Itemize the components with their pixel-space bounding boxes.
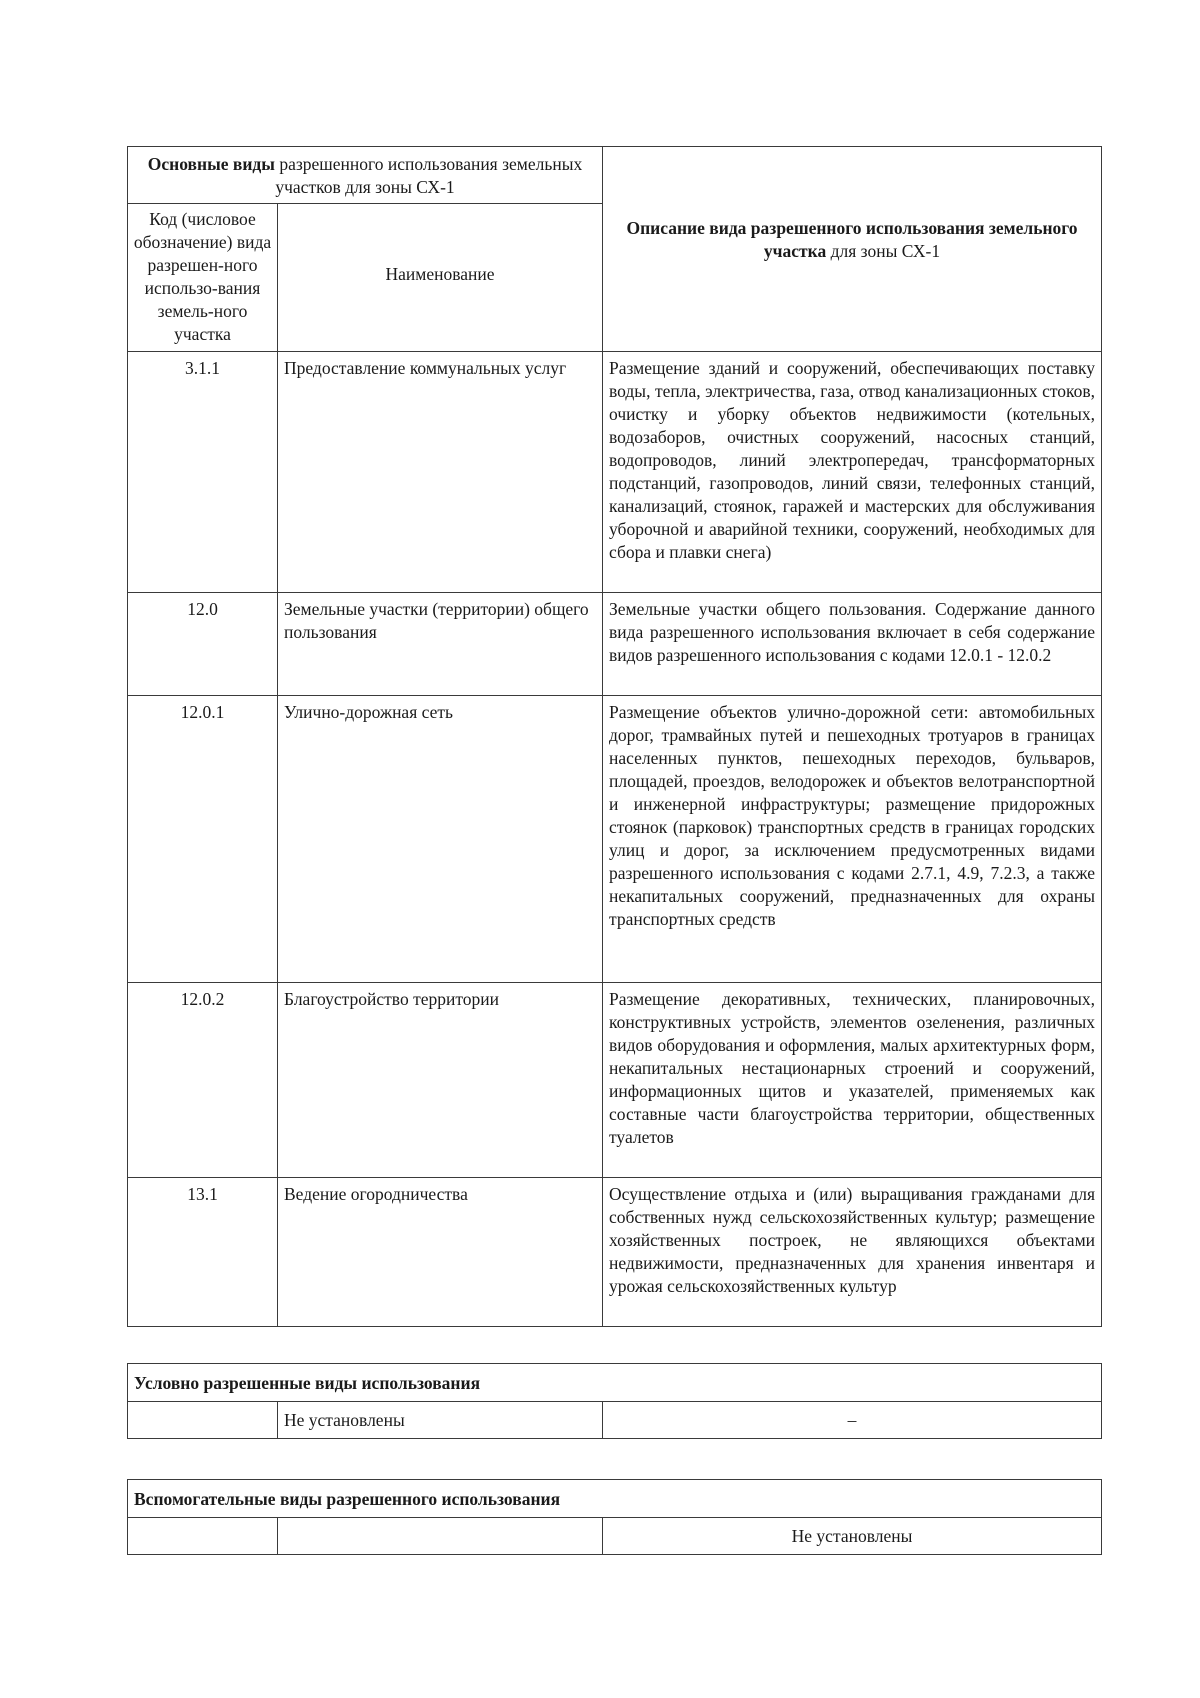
table-row [128,983,1102,1178]
table-row [128,352,1102,593]
table-row [128,1178,1102,1327]
auxiliary-description: Не установлены [603,1518,1102,1555]
row-name: Земельные участки (территории) общего пользования [278,593,603,696]
header-group-title [128,147,603,204]
table-row [128,696,1102,983]
table-row [128,593,1102,696]
row-description: Земельные участки общего пользования. Содержание данного вида разрешенного использования включает в себя содержание видов разрешенного использования с кодами 12.0.1 - 12.0.2 [603,593,1102,696]
conditional-code [128,1402,278,1439]
header-group-bold: Основные виды [147,154,275,174]
header-name-text: Наименование [385,264,495,284]
row-description: Размещение объектов улично-дорожной сети: автомобильных дорог, трамвайных путей и пешеходных тротуаров в границах населенных пунктов, пешеходных переходов, бульваров, площадей, проездов, велодорожек и объектов велотранспортной и инженерной инфраструктуры; размещение придорожных стоянок (парковок) транспортных средств в границах городских улиц и дорог, за исключением предусмотренных видами разрешенного использования с кодами 2.7.1, 4.9, 7.2.3, а также некапитальных сооружений, предназначенных для охраны транспортных средств [603,696,1102,983]
row-code: 12.0.1 [128,696,278,983]
header-row-1 [128,147,1102,204]
header-desc-rest: для зоны СХ-1 [830,241,941,261]
row-code: 3.1.1 [128,352,278,593]
conditional-title: Условно разрешенные виды использования [128,1364,1102,1402]
row-code: 12.0.2 [128,983,278,1178]
conditional-content-row [128,1402,1102,1439]
row-code: 12.0 [128,593,278,696]
conditional-name: Не установлены [278,1402,603,1439]
conditional-description: – [603,1402,1102,1439]
row-name: Благоустройство территории [278,983,603,1178]
auxiliary-title: Вспомогательные виды разрешенного использования [128,1480,1102,1518]
row-name: Ведение огородничества [278,1178,603,1327]
row-description: Размещение зданий и сооружений, обеспечивающих поставку воды, тепла, электричества, газа, отвод канализационных стоков, очистку и уборку объектов недвижимости (котельных, водозаборов, очистных сооружений, насосных станций, водопроводов, линий электропередач, трансформаторных подстанций, газопроводов, линий связи, телефонных станций, канализаций, стоянок, гаражей и мастерских для обслуживания уборочной и аварийной техники, сооружений, необходимых для сбора и плавки снега) [603,352,1102,593]
row-name: Предоставление коммунальных услуг [278,352,603,593]
row-name: Улично-дорожная сеть [278,696,603,983]
header-code-text: Код (числовое обозначение) вида разрешен-ного использо-вания земель-ного участка [133,209,272,344]
row-code: 13.1 [128,1178,278,1327]
header-code [128,204,278,352]
header-group-rest: разрешенного использования земельных участков для зоны СХ-1 [275,154,583,197]
auxiliary-title-row [128,1480,1102,1518]
auxiliary-uses-table [127,1479,1102,1555]
auxiliary-code [128,1518,278,1555]
auxiliary-name [278,1518,603,1555]
auxiliary-content-row [128,1518,1102,1555]
conditional-title-row [128,1364,1102,1402]
header-name [278,204,603,352]
conditional-uses-table [127,1363,1102,1439]
main-permitted-uses-table [127,146,1102,1327]
row-description: Размещение декоративных, технических, планировочных, конструктивных устройств, элементов озеленения, различных видов оборудования и оформления, малых архитектурных форм, некапитальных нестационарных строений и сооружений, информационных щитов и указателей, применяемых как составные части благоустройства территории, общественных туалетов [603,983,1102,1178]
header-description [603,147,1102,352]
row-description: Осуществление отдыха и (или) выращивания гражданами для собственных нужд сельскохозяйственных культур; размещение хозяйственных построек, не являющихся объектами недвижимости, предназначенных для хранения инвентаря и урожая сельскохозяйственных культур [603,1178,1102,1327]
header-desc-bold: Описание вида разрешенного использования земельного участка [626,218,1078,261]
